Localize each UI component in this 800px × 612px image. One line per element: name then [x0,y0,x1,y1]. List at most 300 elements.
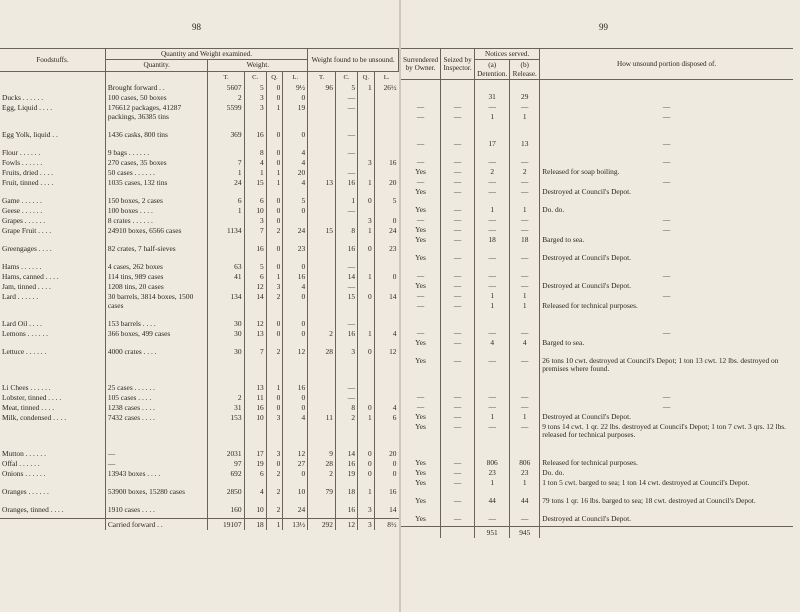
detention-cell: — [475,103,510,113]
weight-examined-total: 19107 [208,518,244,529]
weight-unsound-cell: 96 [308,84,336,94]
weight-unsound-cell: 5 [335,84,357,94]
weight-examined-cell: 1 [244,169,266,179]
weight-examined-cell: 3 [266,414,283,450]
quantity-cell: 82 crates, 7 half-sieves [105,245,208,263]
weight-examined-cell: 0 [266,263,283,273]
weight-unsound-cell [358,131,375,149]
weight-unsound-cell: 0 [358,197,375,207]
weight-examined-cell: 2 [266,348,283,384]
weight-unsound-cell: 0 [374,273,398,283]
weight-unsound-total: 8½ [374,518,398,529]
weight-unsound-cell: 3 [335,348,357,384]
table-row [0,263,399,273]
foodstuff-name: Hams, canned . . . . [2,272,59,282]
unit-label: Q. [266,71,283,84]
weight-examined-cell: 30 [208,320,244,330]
weight-unsound-cell: 16 [374,159,398,169]
foodstuff-name: Li Chees . . . . . . [2,383,51,393]
weight-examined-cell: 15 [244,179,266,197]
weight-unsound-cell [308,159,336,169]
seized-cell: — [441,282,475,292]
weight-examined-cell: 10 [283,488,308,506]
foodstuff-name: Flour . . . . . . [2,148,41,158]
weight-unsound-cell: 23 [374,245,398,263]
weight-unsound-cell: — [335,104,357,131]
weight-unsound-cell [308,197,336,207]
detention-cell: — [475,423,510,459]
quantity-cell: 153 barrels . . . . [105,320,208,330]
table-row [0,330,399,348]
table-row [401,497,793,515]
weight-examined-cell: 0 [266,197,283,207]
weight-examined-cell: 3 [244,217,266,227]
table-row [0,84,399,94]
disposal-cell: — [540,226,793,236]
weight-examined-cell: 5 [283,197,308,207]
seized-cell: — [441,158,475,168]
weight-unsound-cell: 1 [358,227,375,245]
seized-cell: — [441,329,475,339]
seized-cell: — [441,469,475,479]
weight-examined-cell: 19 [283,104,308,131]
weight-unsound-cell [308,293,336,320]
foodstuff-name: Oranges, tinned . . . . [2,505,64,515]
detention-cell: — [475,158,510,168]
surrendered-cell: Yes [415,186,426,196]
weight-unsound-cell: 14 [374,293,398,320]
weight-examined-cell: 2 [266,470,283,488]
weight-examined-cell [208,245,244,263]
foodstuff-name: Ducks . . . . . . [2,93,44,103]
release-cell: 1 [510,479,540,497]
table-row [401,302,793,329]
disposal-cell: — [540,216,793,226]
detention-cell: 1 [475,413,510,423]
seized-cell: — [441,216,475,226]
weight-unsound-cell: 2 [308,330,336,348]
weight-unsound-cell: 0 [358,348,375,384]
foodstuff-name: Lobster, tinned . . . . [2,393,62,403]
foodstuff-name: Oranges . . . . . . [2,487,49,497]
seized-cell: — [441,272,475,282]
disposal-table-right [401,48,793,538]
weight-unsound-cell: 14 [335,450,357,460]
weight-unsound-cell [308,104,336,131]
weight-examined-cell: 14 [244,293,266,320]
weight-examined-cell: 16 [283,273,308,283]
disposal-cell: Do. do. [540,206,793,216]
table-row [401,254,793,272]
weight-examined-cell: 0 [283,330,308,348]
weight-examined-cell: 0 [266,207,283,217]
foodstuff-name: Fruit, tinned . . . . [2,178,54,188]
quantity-cell: 1208 tins, 20 cases [105,283,208,293]
weight-examined-cell: 7 [244,227,266,245]
surrendered-cell: — [416,327,425,337]
release-cell: 1 [510,413,540,423]
weight-unsound-cell [308,283,336,293]
foodstuffs-table-left [0,48,399,530]
foodstuff-name: Geese . . . . . . [2,206,43,216]
weight-unsound-cell: — [335,94,357,104]
weight-examined-cell: 16 [283,384,308,394]
weight-examined-cell: 6 [244,197,266,207]
table-row [0,348,399,384]
seized-cell: — [441,339,475,357]
foodstuff-name [0,518,105,529]
detention-cell: 17 [475,140,510,158]
quantity-cell: 1238 cases . . . . [105,404,208,414]
weight-unsound-cell: 1 [358,414,375,450]
weight-unsound-cell: — [335,263,357,273]
weight-examined-cell: 12 [283,450,308,460]
weight-unsound-cell: 8 [335,227,357,245]
weight-examined-cell: 2 [266,488,283,506]
weight-unsound-total: 292 [308,518,336,529]
surrendered-cell: Yes [415,337,426,347]
weight-unsound-cell: 12 [374,348,398,384]
seized-header: Seized by Inspector. [441,49,475,80]
quantity-cell: 13943 boxes . . . . [105,470,208,488]
weight-examined-cell: 0 [266,320,283,330]
weight-unsound-cell [308,506,336,518]
release-cell: 18 [510,236,540,254]
release-cell: — [510,158,540,168]
foodstuff-name: Lard Oil . . . . [2,319,43,329]
weight-examined-cell: 1 [266,179,283,197]
weight-examined-cell: 24 [283,227,308,245]
seized-cell: — [441,168,475,178]
weight-examined-cell: 16 [244,131,266,149]
detention-cell: 18 [475,236,510,254]
surrendered-cell: Yes [415,224,426,234]
weight-unsound-cell: 1 [358,330,375,348]
weight-unsound-cell: — [335,149,357,159]
table-row [401,423,793,459]
weight-unsound-cell: 18 [335,488,357,506]
weight-examined-cell: 7 [244,348,266,384]
foodstuff-name: Lard . . . . . . [2,292,39,302]
weight-examined-cell: 4 [283,149,308,159]
right-table-body [401,80,793,538]
weight-examined-cell: 12 [283,348,308,384]
quantity-cell: 4 cases, 262 boxes [105,263,208,273]
unit-label: Q. [358,71,375,84]
weight-unsound-cell: 0 [358,404,375,414]
quantity-cell: Brought forward . . [105,84,208,94]
weight-examined-cell: 0 [266,84,283,94]
weight-examined-cell: 0 [266,217,283,227]
release-cell: — [510,329,540,339]
table-row [0,169,399,179]
weight-unsound-cell: 16 [335,460,357,470]
weight-unsound-cell: — [335,320,357,330]
weight-unsound-cell: 0 [358,470,375,488]
weight-examined-cell: 4 [244,159,266,169]
weight-examined-cell: 12 [244,283,266,293]
weight-examined-cell: 0 [266,131,283,149]
quantity-cell: 24910 boxes, 6566 cases [105,227,208,245]
detention-cell: — [475,357,510,393]
quantity-cell: 105 cases . . . . [105,394,208,404]
seized-cell: — [441,206,475,216]
page-number: 98 [192,22,201,32]
foodstuffs-header: Foodstuffs. [0,49,105,72]
weight-unsound-cell: — [335,131,357,149]
weight-unsound-cell: 28 [308,460,336,470]
weight-unsound-cell: 16 [374,488,398,506]
release-cell: — [510,282,540,292]
detention-cell: 806 [475,459,510,469]
weight-examined-cell: 692 [208,470,244,488]
release-cell: 1 [510,206,540,216]
surrendered-cell: — [416,401,425,411]
weight-unsound-cell [308,273,336,283]
weight-examined-cell: 63 [208,263,244,273]
detention-cell: 1 [475,206,510,216]
weight-examined-cell: 5 [244,84,266,94]
weight-examined-cell: 0 [283,207,308,217]
weight-unsound-cell: — [335,283,357,293]
quantity-cell: 50 cases . . . . . . [105,169,208,179]
weight-unsound-cell [308,94,336,104]
weight-examined-cell: 20 [283,169,308,179]
weight-unsound-cell [308,149,336,159]
release-cell: — [510,103,540,113]
weight-examined-cell: 0 [266,460,283,470]
unit-label: C. [244,71,266,84]
detention-cell: 1 [475,479,510,497]
quantity-cell: 176612 packages, 41287 packings, 36385 tins [105,104,208,131]
table-row [0,131,399,149]
weight-unsound-cell [358,104,375,131]
weight-unsound-cell: 11 [308,414,336,450]
weight-examined-cell: 1 [266,104,283,131]
weight-examined-cell: 0 [283,263,308,273]
weight-unsound-cell: 15 [335,293,357,320]
detention-cell: — [475,282,510,292]
weight-unsound-cell: 8 [335,404,357,414]
release-cell: 1 [510,292,540,302]
disposal-cell: — [540,272,793,282]
weight-examined-cell: 1 [266,384,283,394]
unit-label: L. [283,71,308,84]
release-cell: — [510,254,540,272]
table-row [401,113,793,140]
weight-examined-cell: 0 [283,404,308,414]
disposal-cell: Released for technical purposes. [540,459,793,469]
weight-examined-cell: 10 [244,207,266,217]
quantity-cell: 100 boxes . . . . [105,207,208,217]
weight-examined-cell: 24 [283,506,308,518]
table-row [0,283,399,293]
surrendered-cell: Yes [415,495,426,505]
seized-cell: — [441,236,475,254]
table-row [0,414,399,450]
quantity-cell: 100 cases, 50 boxes [105,94,208,104]
weight-examined-cell: 134 [208,293,244,320]
table-row [401,339,793,357]
weight-examined-cell: 16 [244,245,266,263]
table-row [401,140,793,158]
disposal-cell: Barged to sea. [540,236,793,254]
weight-unsound-cell: 14 [374,506,398,518]
carried-forward-row [401,527,793,538]
disposal-cell: Destroyed at Council's Depot. [540,413,793,423]
foodstuff-name: Greengages . . . . [2,244,52,254]
weight-examined-cell: 27 [283,460,308,470]
weight-unsound-cell: 0 [358,293,375,320]
table-row [0,450,399,460]
disposed-header: How unsound portion disposed of. [540,49,793,80]
release-cell: — [510,423,540,459]
weight-unsound-cell [308,245,336,263]
weight-unsound-cell: 16 [335,245,357,263]
weight-examined-cell: 13 [244,384,266,394]
detention-cell: — [475,403,510,413]
weight-unsound-cell: 0 [358,245,375,263]
release-cell: — [510,226,540,236]
seized-cell: — [441,515,475,527]
weight-examined-cell: 2 [266,227,283,245]
detention-cell: 1 [475,302,510,329]
foodstuff-name: Lettuce . . . . . . [2,347,47,357]
weight-examined-cell: 0 [283,470,308,488]
weight-unsound-cell: 5 [374,197,398,207]
weight-unsound-cell: — [335,207,357,217]
disposal-cell: — [540,103,793,113]
quantity-cell: 4000 crates . . . . [105,348,208,384]
weight-examined-cell: 19 [244,460,266,470]
weight-unsound-cell [308,394,336,404]
surrendered-cell: — [416,391,425,401]
surrendered-cell: Yes [415,355,426,365]
header-row-1 [0,49,399,60]
weight-examined-cell: 0 [283,320,308,330]
disposal-cell: — [540,403,793,413]
foodstuff-name: Mutton . . . . . . [2,449,46,459]
detention-cell: — [475,188,510,206]
table-row [0,159,399,169]
seized-cell: — [441,113,475,140]
detention-cell: 23 [475,469,510,479]
disposal-cell [540,527,793,538]
release-cell: — [510,272,540,282]
weight-examined-cell: 4 [283,414,308,450]
weight-unsound-cell: 4 [374,404,398,414]
weight-examined-cell: 17 [244,450,266,460]
weight-examined-cell: 10 [244,414,266,450]
quantity-header: Quantity. [105,60,208,71]
seized-cell [441,527,475,538]
weight-unsound-cell: — [335,169,357,179]
unit-label: T. [308,71,336,84]
quantity-weight-header: Quantity and Weight examined. [105,49,307,60]
surrendered-cell: — [416,290,425,300]
surrendered-cell: Yes [415,421,426,431]
weight-examined-cell: 5607 [208,84,244,94]
quantity-cell: 150 boxes, 2 cases [105,197,208,207]
table-row [401,188,793,206]
quantity-cell: 53900 boxes, 15280 cases [105,488,208,506]
weight-unsound-cell: 3 [358,217,375,227]
right-page [401,0,800,612]
table-row [401,515,793,527]
detention-cell: 44 [475,497,510,515]
disposal-cell: Destroyed at Council's Depot. [540,282,793,292]
table-row [0,149,399,159]
table-row [0,506,399,518]
release-cell: 1 [510,113,540,140]
surrendered-cell: Yes [415,166,426,176]
weight-unsound-cell: 1 [358,179,375,197]
seized-cell: — [441,459,475,469]
weight-unsound-cell: 20 [374,450,398,460]
detention-cell: — [475,515,510,527]
weight-examined-cell: 23 [283,245,308,263]
seized-cell: — [441,140,475,158]
surrendered-cell: — [416,138,425,148]
table-row [0,227,399,245]
table-row [0,104,399,131]
weight-examined-cell: 4 [244,488,266,506]
release-cell: 29 [510,93,540,103]
release-cell: — [510,216,540,226]
weight-unsound-cell: 0 [358,460,375,470]
weight-unsound-cell [308,384,336,394]
weight-unsound-cell [358,94,375,104]
table-row [0,217,399,227]
weight-unsound-cell: 1 [358,488,375,506]
detention-cell: — [475,254,510,272]
foodstuff-name: Lemons . . . . . . [2,329,48,339]
disposal-cell: — [540,158,793,168]
weight-examined-cell: 4 [283,179,308,197]
detention-cell: — [475,216,510,226]
weight-unsound-cell: 6 [374,414,398,450]
surrendered-cell: — [416,214,425,224]
weight-unsound-cell: 28 [308,348,336,384]
disposal-cell: — [540,140,793,158]
seized-cell: — [441,302,475,329]
seized-cell: — [441,292,475,302]
left-page [0,0,399,612]
surrendered-cell: Yes [415,411,426,421]
weight-examined-total: 18 [244,518,266,529]
weight-examined-cell: 5599 [208,104,244,131]
release-cell: 13 [510,140,540,158]
foodstuff-name: Hams . . . . . . [2,262,42,272]
detention-cell: — [475,393,510,403]
quantity-cell: — [105,460,208,470]
quantity-cell: 366 boxes, 499 cases [105,330,208,348]
quantity-cell: — [105,450,208,460]
weight-examined-cell: 7 [208,159,244,169]
table-row [401,236,793,254]
disposal-cell: — [540,292,793,302]
weight-examined-cell: 2 [266,506,283,518]
foodstuff-name: Egg Yolk, liquid . . [2,130,58,140]
weight-examined-cell: 153 [208,414,244,450]
weight-examined-cell: 4 [283,283,308,293]
weight-examined-cell: 0 [283,293,308,320]
weight-unsound-cell: 3 [358,506,375,518]
weight-unsound-cell: 1 [335,197,357,207]
table-row [0,394,399,404]
detention-cell: 31 [475,93,510,103]
header-row-1 [401,49,793,60]
